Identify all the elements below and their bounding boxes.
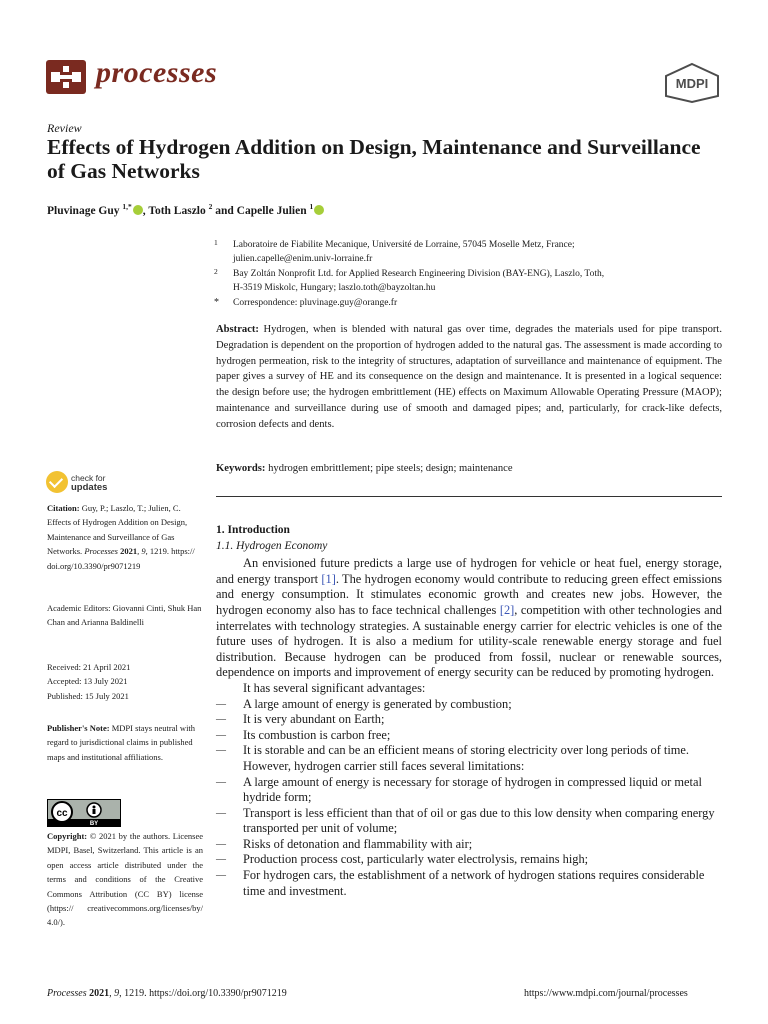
citation-text: Guy, P.; Laszlo, T.; Julien, C. Effects of Hydrogen Addition on Design, Maintenance and Surveillance of Gas Networks. (47, 503, 188, 557)
list-item: — A large amount of energy is generated by combustion; (216, 697, 722, 713)
publication-dates (47, 660, 203, 703)
correspondence-line[interactable]: Correspondence: pluvinage.guy@orange.fr (233, 297, 398, 308)
copyright-text: © 2021 by the authors. Licensee MDPI, Basel, Switzerland. This article is an open access article distributed under the terms and conditions of the Creative Commons Attribution (CC BY) license (https:// creativecommons.org/licenses/by/ 4.0/). (47, 831, 203, 928)
footer-volume: , 9 (109, 988, 120, 999)
publisher-note-text: MDPI stays neutral with regard to jurisdictional claims in published maps and institutional affiliations. (47, 723, 196, 762)
author-separator: and (212, 204, 237, 217)
abstract-label: Abstract: (216, 324, 259, 335)
academic-editors: Academic Editors: Giovanni Cinti, Shuk Han Chan and Arianna Baldinelli (47, 603, 202, 628)
subsection-heading: 1.1. Hydrogen Economy (216, 539, 328, 552)
affiliation-line: Bay Zoltán Nonprofit Ltd. for Applied Research Engineering Division (BAY-ENG), Laszlo, Toth, (233, 268, 605, 279)
affiliation-item (214, 267, 714, 296)
article-type: Review (47, 121, 82, 135)
section-heading: 1. Introduction (216, 524, 290, 536)
footer-doi-link[interactable]: , 1219. https://doi.org/10.3390/pr9071219 (119, 988, 287, 999)
list-item: — Risks of detonation and flammability with air; (216, 837, 722, 853)
received-date: Received: 21 April 2021 (47, 662, 131, 672)
footer-journal: Processes (47, 988, 87, 999)
footer-journal-url[interactable]: https://www.mdpi.com/journal/processes (524, 988, 688, 999)
orcid-icon[interactable] (314, 205, 324, 215)
check-for-updates-badge[interactable] (46, 471, 146, 499)
check-for-text: check for (71, 473, 106, 483)
section-divider (216, 496, 722, 497)
author-list (47, 202, 324, 217)
author-name: Toth Laszlo (148, 204, 206, 217)
body-paragraph (216, 556, 722, 681)
keywords-label: Keywords: (216, 463, 266, 474)
reference-link[interactable]: [2] (499, 602, 515, 617)
cc-by-license-icon[interactable] (47, 799, 121, 827)
mdpi-logo-icon[interactable] (662, 62, 722, 104)
list-item: — Production process cost, particularly water electrolysis, remains high; (216, 852, 722, 868)
publisher-note (47, 721, 203, 764)
list-item: — Its combustion is carbon free; (216, 728, 722, 744)
affiliation-mark: * (214, 296, 219, 308)
reference-link[interactable]: [1] (321, 571, 336, 586)
author-separator: , (142, 204, 149, 217)
footer-citation (47, 988, 287, 999)
mdpi-logo-text: MDPI (675, 76, 709, 91)
citation-block (47, 501, 203, 573)
copyright-label: Copyright: (47, 831, 88, 841)
affiliation-mark: 1 (214, 238, 218, 247)
citation-doi[interactable]: , 1219. https:// doi.org/10.3390/pr9071219 (47, 546, 195, 571)
article-title: Effects of Hydrogen Addition on Design, Maintenance and Surveillance of Gas Networks (47, 135, 701, 183)
list-item: — It is very abundant on Earth; (216, 712, 722, 728)
checkmark-icon (46, 471, 68, 493)
paragraph-text: An envisioned future predicts a large use of hydrogen for vehicle or heat fuel, energy storage, and energy transport (216, 556, 722, 586)
list-item: — For hydrogen cars, the establishment of a network of hydrogen stations requires considerable time and investment. (216, 868, 722, 899)
abstract (216, 322, 722, 433)
author-affiliation-mark: 1 (309, 202, 314, 211)
paragraph-text: , competition with other technologies and interrelates with technology strategies. A sustainable energy carrier for electric vehicles is one of the future uses of hydrogen. It is also a medium for utility-scale renewable energy storage and fuel distribution. Because hydrogen can be produced from fossil, nuclear or renewable sources, dependence on imports and improvement of energy security can be reduced by promoting hydrogen. (216, 602, 723, 680)
article-body (216, 523, 722, 899)
affiliation-item (214, 296, 714, 310)
accepted-date: Accepted: 13 July 2021 (47, 676, 128, 687)
svg-text:cc: cc (56, 808, 68, 819)
citation-volume: , 9 (137, 546, 146, 557)
citation-label: Citation: (47, 503, 80, 513)
cc-badge-text: BY (89, 821, 99, 827)
affiliation-mark: 2 (214, 266, 218, 276)
keywords (216, 463, 722, 474)
affiliation-line[interactable]: H-3519 Miskolc, Hungary; laszlo.toth@bayzoltan.hu (233, 283, 436, 294)
copyright-notice (47, 829, 203, 930)
advantages-list (216, 697, 722, 759)
list-item: — It is storable and can be an efficient means of storing electricity over long periods of time. (216, 743, 722, 759)
journal-name: processes (96, 56, 218, 89)
author-affiliation-mark: 1,* (122, 202, 132, 211)
author-name: Pluvinage Guy (47, 204, 120, 217)
citation-year: 2021 (118, 546, 138, 557)
processes-logo-icon (46, 60, 86, 94)
author-affiliation-mark: 2 (208, 202, 213, 211)
advantages-intro: It has several significant advantages: (243, 680, 426, 695)
list-item: — Transport is less efficient than that of oil or gas due to this low density when comparing energy transported per unit of volume; (216, 806, 722, 837)
affiliation-item (214, 238, 714, 267)
author-name: Capelle Julien (236, 204, 307, 217)
citation-journal: Processes (84, 546, 118, 557)
abstract-text: Hydrogen, when is blended with natural gas over time, degrades the materials used for pipe transport. Degradation is dependent on the proportion of hydrogen added to the natural gas. The assessment is made according to hydrogen permeation, risk to the integrity of structures, adaptation of surveillance and maintenance of equipment. The paper gives a survey of HE and its consequence on the design and maintenance. It is presented in a logical sequence: the design before use; the hydrogen embrittlement (HE) effects on Maximum Allowable Operating Pressure (MAOP); maintenance and surveillance during use of smooth and damaged pipes; and, particularly, for crack-like defects, corrosion defects and dents. (216, 324, 723, 430)
paragraph-text: . The hydrogen economy would contribute to reducing green effect emissions and energy consumption. It stimulates economic growth and creates new jobs. However, the hydrogen economy also has to face technical challenges (216, 571, 722, 617)
keywords-text: hydrogen embrittlement; pipe steels; design; maintenance (268, 463, 513, 474)
affiliations (214, 238, 714, 310)
footer-year: 2021 (86, 988, 110, 999)
published-date: Published: 15 July 2021 (47, 690, 129, 701)
list-item: — A large amount of energy is necessary for storage of hydrogen in compressed liquid or metal hydride form; (216, 775, 722, 806)
affiliation-line[interactable]: julien.capelle@enim.univ-lorraine.fr (233, 254, 373, 265)
limitations-intro: However, hydrogen carrier still faces several limitations: (243, 758, 525, 773)
limitations-list (216, 775, 722, 900)
publisher-note-label: Publisher's Note: (47, 723, 110, 733)
affiliation-line: Laboratoire de Fiabilite Mecanique, Université de Lorraine, 57045 Moselle Metz, France; (233, 240, 575, 250)
orcid-icon[interactable] (133, 205, 143, 215)
updates-text: updates (71, 482, 108, 493)
